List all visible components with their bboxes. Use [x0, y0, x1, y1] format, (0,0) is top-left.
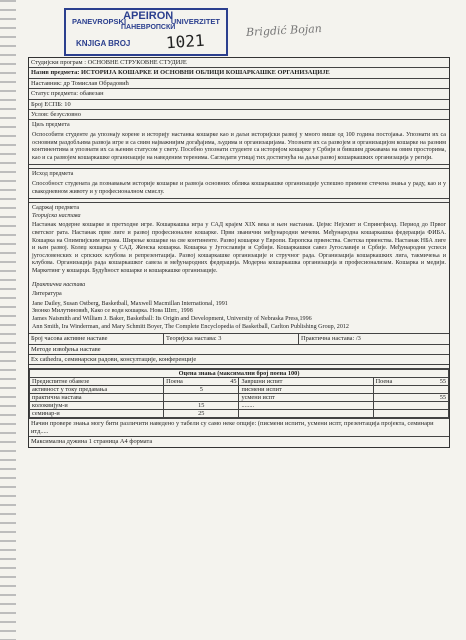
content-text: Настанак модерне кошарке и претходне игре. Кошаркашка игра у САД крајем XIX века и њен настанак. Џејмс Нејсмит и Спрингфилд. Период до Првог светског рата. Настанак прве лиге и развој професионалне кошарке. Први званични међународни мечеви. Међународна кошаркашка федерација ФИБА. Кошарка на Олимпијским играма. Ширење кошарке на све континенте. Развој кошарке у Европи. Европска првенства. Светска првенства. Настанак НБА лиге и њен развој. Колеџ кошарка у САД. Женска кошарка. Кошарка у Југославији и Србији. Кошаркашки савез Југославије и Србије. Међународни успеси југословенских и српских клубова и репрезентација. Развој кошаркашке организације и стручног рада. Организација кошаркашких лига, такмичења и клубова. Организација рада кошаркашког савеза и међународних федерација. Модерна кошаркашка организација и професионализам. Кошарка и медији. Маркетинг у кошарци. Будућност кошарке и кошаркашке организације.	[32, 222, 446, 274]
cell	[239, 410, 373, 418]
grading-note: Начин провере знања могу бити различити наведено у табели су само неке опције: (писмени испити, усмени испт, презентација пројекта, семинари итд.....	[29, 418, 449, 437]
stamp-line4: KNJIGA BROJ	[76, 39, 131, 48]
grading-header: Завршни испит	[239, 378, 373, 386]
cell: колоквијум-и	[30, 402, 164, 410]
course-condition: Услов: безусловно	[29, 110, 449, 120]
stamp-number: 1021	[165, 30, 206, 53]
grading-header	[164, 378, 239, 386]
length-note: Максимална дужина 1 страница А4 формата	[31, 438, 153, 446]
cell	[164, 394, 239, 402]
university-stamp	[64, 8, 228, 56]
literature-list	[29, 299, 449, 333]
table-row	[30, 386, 449, 394]
stamp-line3: UNIVERZITET	[170, 17, 220, 26]
cell: активност у току предавања	[30, 386, 164, 394]
goal-section	[29, 120, 449, 165]
cell: 15	[164, 402, 239, 410]
grading-table	[29, 369, 449, 418]
points-total: 55	[439, 378, 446, 386]
cell	[373, 386, 448, 394]
literature-item: James Naismith and William J. Baker, Basketball: Its Origin and Development, University of Nebraska Press,1996	[32, 315, 312, 322]
hours-theory: Теоријска настава: 3	[164, 334, 299, 343]
goal-title: Циљ предмета	[32, 122, 70, 129]
course-syllabus-table	[28, 57, 450, 448]
grading-title: Оцена знања (максимални број поена 100)	[30, 370, 449, 378]
table-row	[30, 410, 449, 418]
cell: 5	[164, 386, 239, 394]
stamp-line1: PANEVROPSKI	[72, 17, 127, 26]
stamp-apeiron-cyr: ПАНЕВРОПСКИ	[121, 24, 176, 31]
binding-spiral	[0, 0, 16, 640]
literature-item: Jane Dailey, Susan Ostberg, Basketball, Maxwell Macmillan International, 1991	[32, 300, 228, 307]
study-program: Студијски програм : ОСНОВНЕ СТРУКОВНЕ СТУДИЈЕ	[29, 58, 449, 68]
cell: ........	[239, 402, 373, 410]
table-row	[30, 378, 449, 386]
points-total: 45	[230, 378, 237, 386]
cell: писмени испит	[239, 386, 373, 394]
practical-label: Практична настава	[32, 281, 86, 288]
teacher: Наставник: др Томислав Обрадовић	[29, 79, 449, 89]
content-section	[29, 203, 449, 334]
cell: практична настава	[30, 394, 164, 402]
stamp-apeiron: APEIRON	[123, 10, 174, 22]
content-title: Садржај предмета	[32, 205, 80, 212]
hours-practice: Практична настава: /3	[301, 335, 361, 343]
table-row	[30, 394, 449, 402]
points-label: Поена	[166, 378, 183, 386]
handwritten-signature: Brigdić Bojan	[245, 22, 323, 39]
content-subtitle: Теоријска настава	[32, 212, 81, 219]
literature-item: Звонко Милутиновић, Како се води кошарка. Нова Шпт., 1998	[32, 308, 193, 315]
grading-header	[373, 378, 448, 386]
outcome-section	[29, 169, 449, 199]
cell: усмени испт	[239, 394, 373, 402]
ects-credits: Број ЕСПБ: 10	[29, 100, 449, 110]
hours-active: Број часова активне наставе	[29, 334, 164, 343]
stamp-center	[121, 11, 175, 33]
literature-title: Литература	[32, 291, 62, 298]
grading-header: Предиспитне обавезе	[30, 378, 164, 386]
goal-text: Оспособити студенте да упознају корене и историју настанка кошарке као и даљи историјски развој у много више од 100 година постојања. Упознати их са основним раздобљима развоја игре и са свим најважнијим догађајима, људима и организацијама. Упознати их са развојем и организацијом кошарке на разним континентима и упознати их са њеним статусом у свету. Посебно упознати студенте са историјом кошарке у Србији и бившим државама на овим просторима, као и са развојем кошаркашке организације на наведеним теренима. Сагледати утицај тих достигнућа на даљи развој кошаркашких организација у регији.	[32, 132, 446, 161]
cell: 25	[164, 410, 239, 418]
cell	[373, 402, 448, 410]
course-status: Статус предмета: обавезан	[29, 89, 449, 99]
methods-title: Методе извођења наставе	[29, 345, 449, 355]
cell	[373, 410, 448, 418]
outcome-text: Способност студената да познавањем историје кошарке и развоја основних облика кошаркашке организације успешно примене стечена знања у раду, као и у свакодневном животу и у професионалном смислу.	[32, 181, 446, 195]
cell: 55	[373, 394, 448, 402]
course-name: Назив предмета: ИСТОРИЈА КОШАРКЕ И ОСНОВНИ ОБЛИЦИ КОШАРКАШКЕ ОРГАНИЗАЦИЈЕ	[29, 68, 449, 78]
methods-text: Ex cathedra, семинарски радови, консултације, конференције	[29, 355, 449, 365]
points-label: Поена	[375, 378, 393, 386]
outcome-title: Исход предмета	[32, 171, 74, 178]
literature-item: Ann Smith, Ira Winderman, and Mary Schmitt Boyer, The Complete Encyclopedia of Basketball, Carlton Publishing Group, 2012	[32, 323, 349, 330]
cell: семинар-и	[30, 410, 164, 418]
hours-row	[29, 334, 449, 344]
table-row	[30, 402, 449, 410]
